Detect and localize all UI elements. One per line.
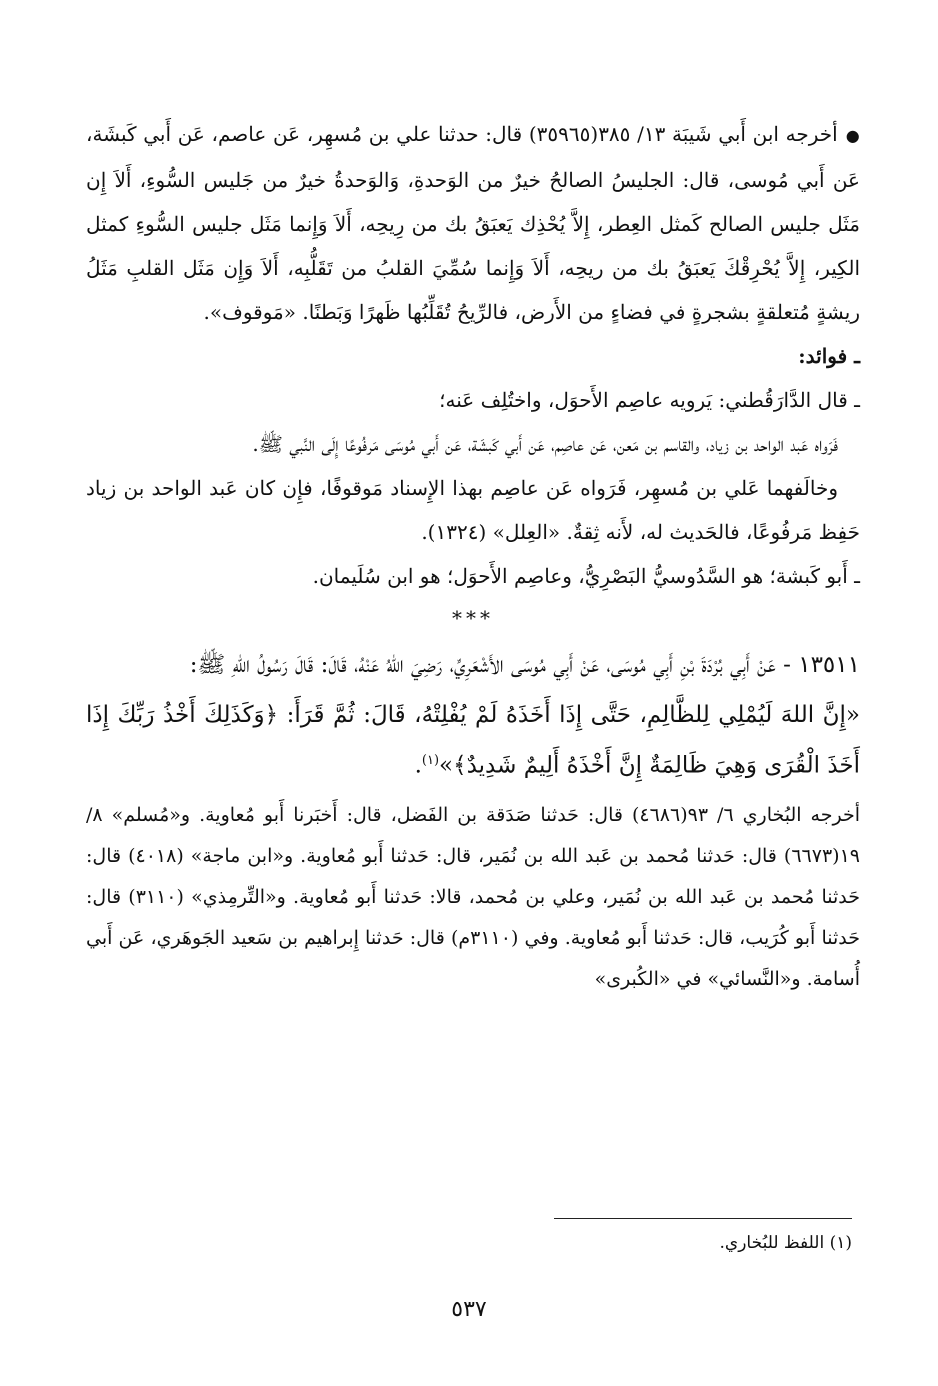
- hadith-text: [86, 692, 860, 789]
- hadith-intro: ١٣٥١١ - عَنْ أَبِي بُرْدَةَ بْنِ أَبِي مُوسَى، عَنْ أَبِي مُوسَى الأَشْعَرِيِّ، رَضِيَ اللهُ عَنْهُ، قَالَ: قَالَ رَسُولُ اللهِ ﷺ:: [189, 652, 860, 678]
- narration-paragraph-marfu: فَرَواه عَبد الواحد بن زياد، والقاسم بن مَعن، عَن عاصِم، عَن أَبي كَبشَة، عَن أَبي مُوسَى مَرفُوعًا إِلَى النَّبي ﷺ.: [252, 432, 838, 456]
- hadith-matn: «إِنَّ اللهَ لَيُمْلِي لِلظَّالِمِ، حَتَّى إِذَا أَخَذَهُ لَمْ يُفْلِتْهُ، قَالَ: ثُمَّ قَرَأَ: ﴿وَكَذَلِكَ أَخْذُ رَبِّكَ إِذَا أَخَذَ الْقُرَى وَهِيَ ظَالِمَةٌ إِنَّ أَخْذَهُ أَلِيمٌ شَدِيدٌ﴾»: [86, 702, 860, 779]
- takhrij-paragraph-ibn-abi-shaybah: [86, 112, 860, 334]
- bullet-icon: ●: [845, 126, 860, 145]
- kunya-line: ـ أَبو كَبشة؛ هو السَّدُوسيُّ البَصْرِيُّ، وعاصِم الأَحوَل؛ هو ابن سُلَيمان.: [312, 564, 860, 588]
- section-separator: ***: [452, 606, 494, 630]
- footnote-marker: (١): [421, 753, 440, 768]
- page-body: [86, 112, 860, 1000]
- page-number: ٥٣٧: [451, 1297, 487, 1322]
- daraqutni-line: ـ قال الدَّارَقُطني: يَرويه عاصِم الأَحوَل، واختُلِف عَنه؛: [439, 388, 860, 412]
- takhrij-paragraph: أخرجه البُخاري ٦/ ٩٣(٤٦٨٦) قال: حَدثنا صَدَقة بن الفَضل، قال: أَخبَرنا أَبو مُعاوية. و«مُسلم» ٨/ ١٩(٦٦٧٣) قال: حَدثنا مُحمد بن عَبد الله بن نُمَير، قال: حَدثنا أَبو مُعاوية. و«ابن ماجة» (٤٠١٨) قال: حَدثنا مُحمد بن عَبد الله بن نُمَير، وعلي بن مُحمد، قالا: حَدثنا أَبو مُعاوية. و«التِّرمِذي» (٣١١٠) قال: حَدثنا أَبو كُرَيب، قال: حَدثنا أَبو مُعاوية. وفي (٣١١٠م) قال: حَدثنا إِبراهيم بن سَعيد الجَوهَري، عَن أَبي أُسامة. و«النَّسائي» في «الكُبرى»: [86, 803, 860, 990]
- footnote-divider: [554, 1218, 852, 1219]
- footnote: (١) اللفظ للبُخاري.: [719, 1233, 852, 1253]
- hadith-end-punctuation: .: [414, 752, 422, 779]
- paragraph-text: أخرجه ابن أَبي شَيبَة ١٣/ ٣٨٥(٣٥٩٦٥) قال: حدثنا علي بن مُسهِر، عَن عاصم، عَن أَبي كَبشَة، عَن أَبي مُوسى، قال: الجليسُ الصالحُ خيرٌ من الوَحدةِ، وَالوَحدةُ خيرٌ من جَليس السُّوءِ، أَلاَ إِن مَثَل جليس الصالح كَمثل العِطر، إِلاَّ يُحْذِك يَعبَقُ بك من رِيحِه، أَلاَ وَإِنما مَثَل جليس السُّوءِ كمثل الكِير، إِلاَّ يُحْرِقْكَ يَعبَقُ بك من ريحِه، أَلاَ وَإِنما سُمِّيَ القلبُ من تَقَلُّبِه، أَلاَ وَإِن مَثَل القلبِ مَثَلُ ريشةٍ مُتعلقةٍ بشجرةٍ في فضاءٍ من الأَرض، فالرِّيحُ تُقَلِّبُها ظَهرًا وَبَطنًا. «مَوقوف».: [86, 122, 860, 324]
- narration-paragraph-mawquf: وخالَفهما عَلي بن مُسهِر، فَرَواه عَن عاصِم بهذا الإِسناد مَوقوفًا، فإِن كان عَبد الواحد بن زياد حَفِظ مَرفُوعًا، فالحَديث له، لأَنه ثِقةٌ. «العِلل» (١٣٢٤).: [86, 476, 860, 544]
- fawaid-heading: ـ فوائد:: [798, 344, 860, 368]
